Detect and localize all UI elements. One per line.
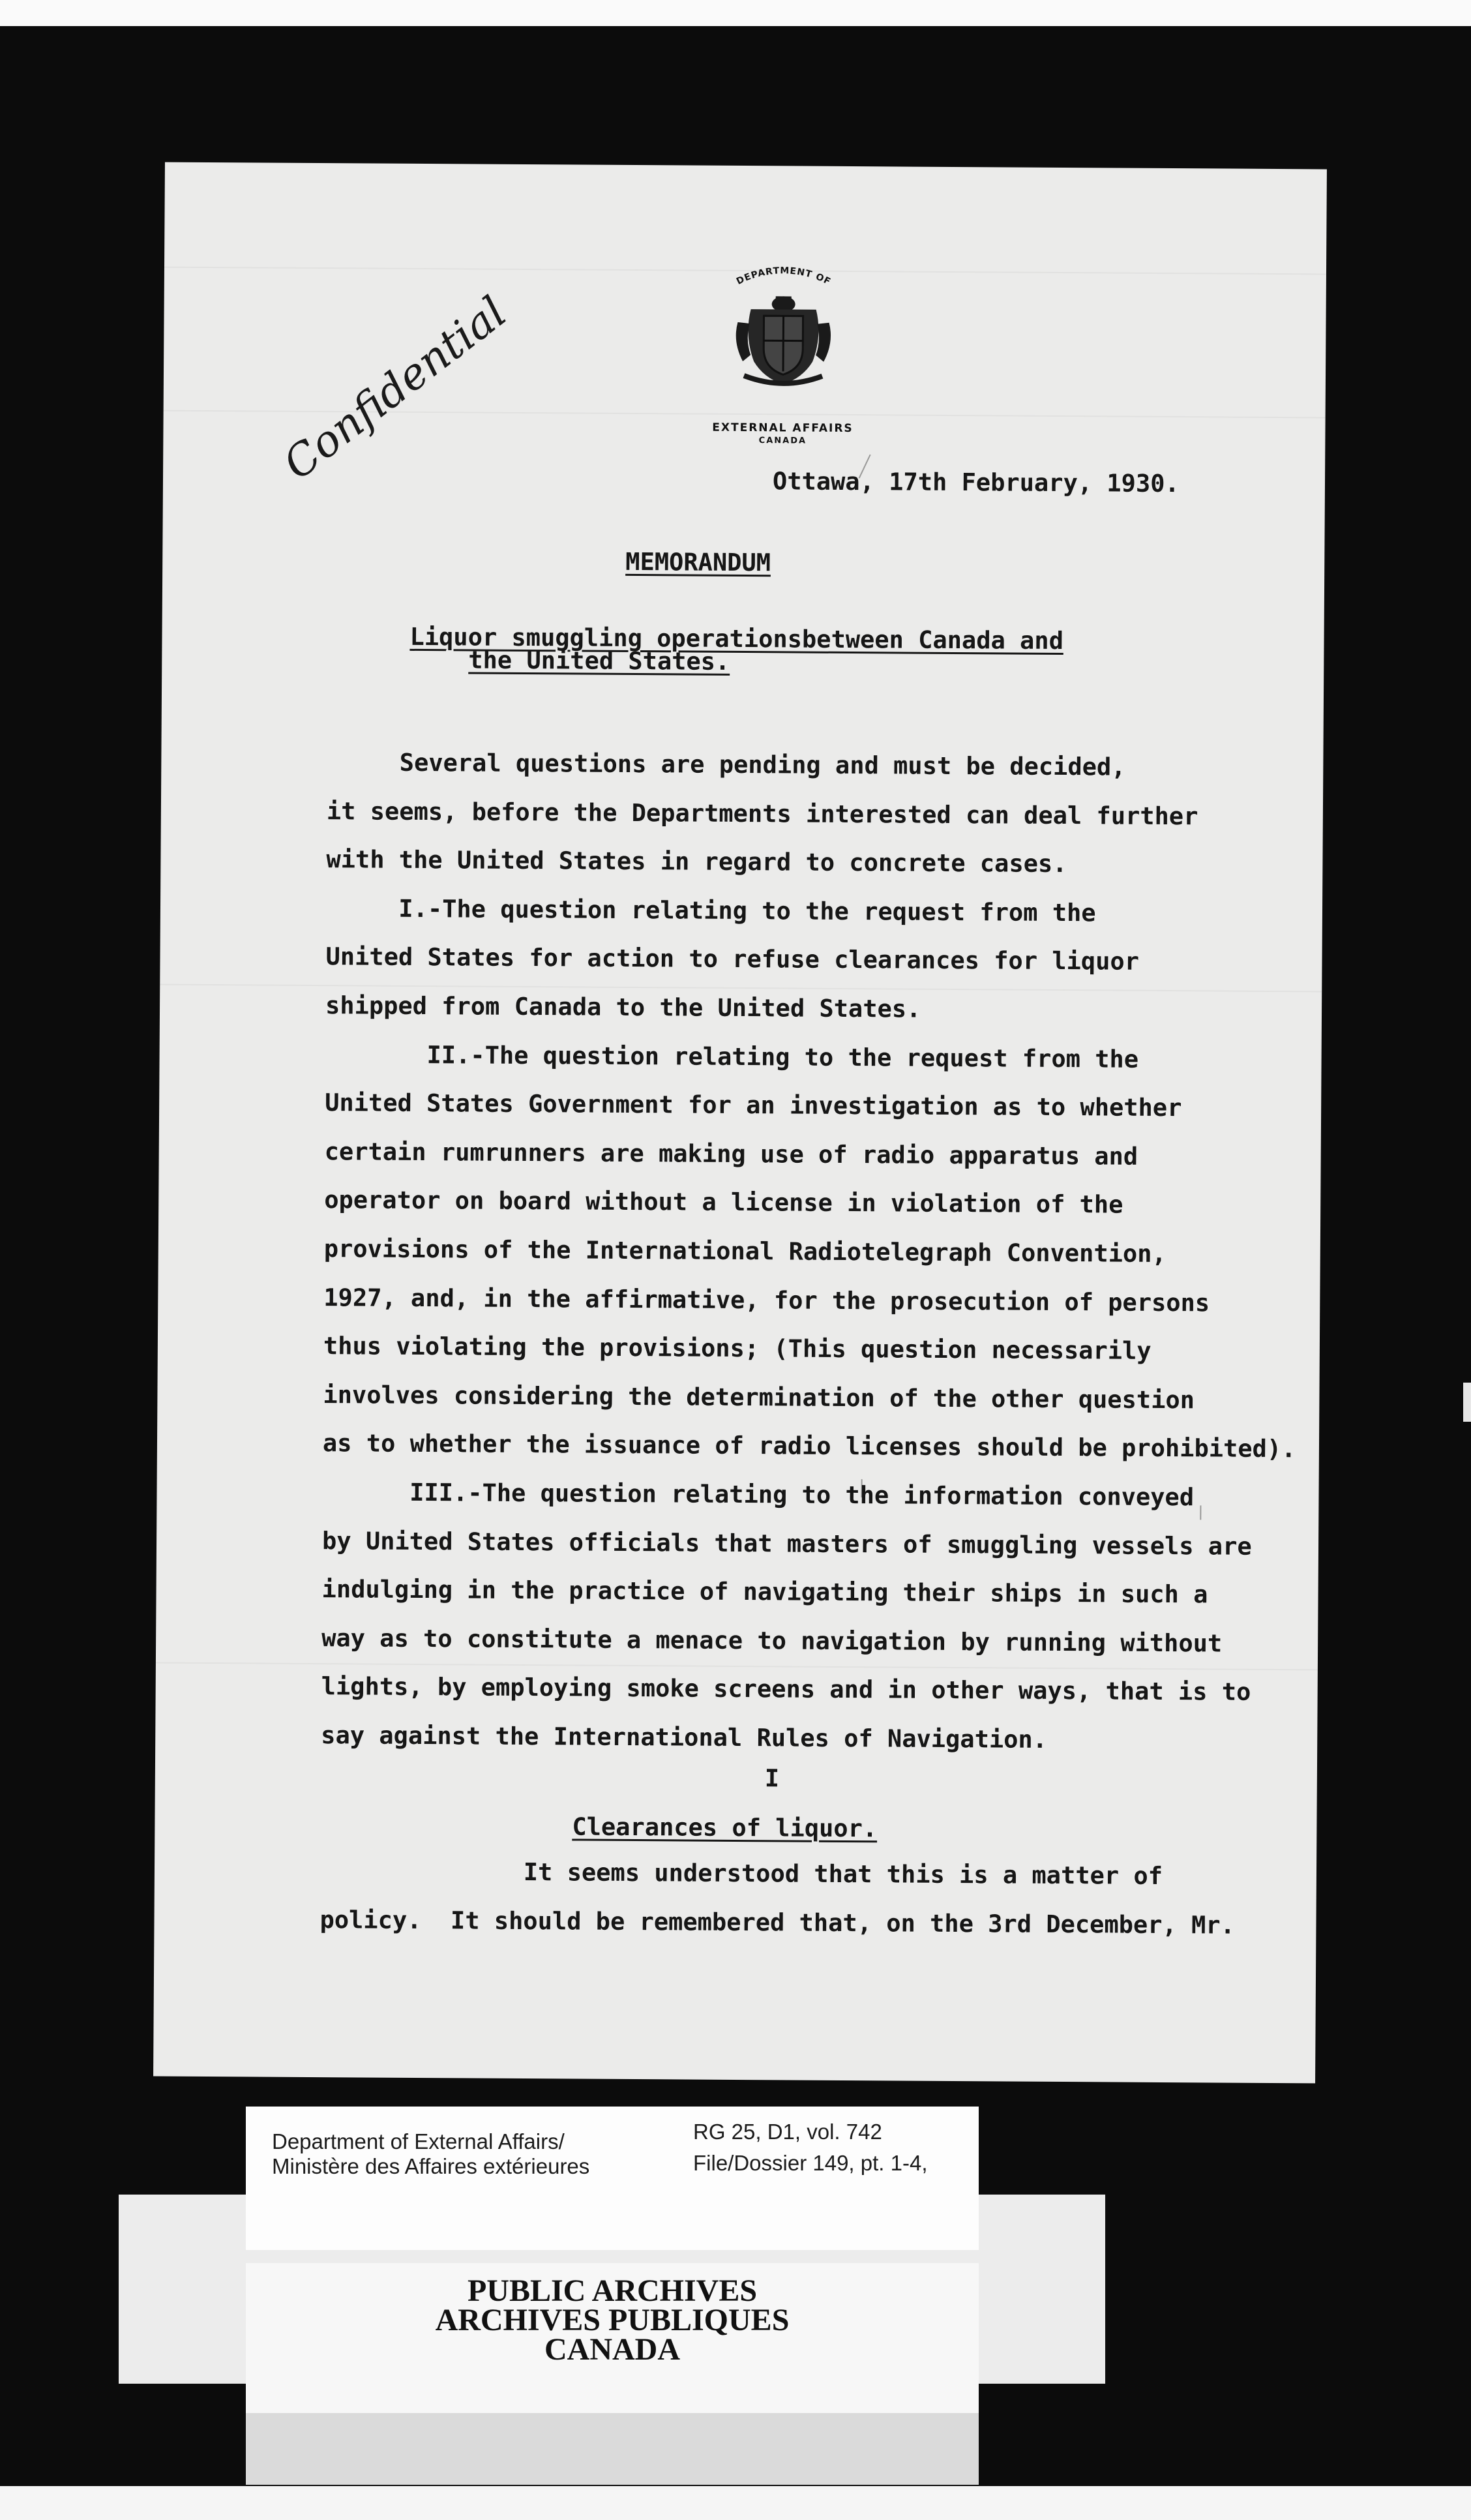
pencil-mark bbox=[861, 1479, 862, 1497]
film-edge-bottom bbox=[0, 2486, 1471, 2520]
body-line: 1927, and, in the affirmative, for the prosecution of persons bbox=[323, 1283, 1210, 1317]
body-line: by United States officials that masters of smuggling vessels are bbox=[321, 1527, 1252, 1561]
subject-line-1: Liquor smuggling operationsbetween Canada and bbox=[409, 622, 1064, 655]
section-title: Clearances of liquor. bbox=[572, 1812, 878, 1843]
body-line: as to whether the issuance of radio licenses should be prohibited). bbox=[322, 1429, 1296, 1463]
label-record-group: RG 25, D1, vol. 742 bbox=[693, 2120, 882, 2144]
body-line: indulging in the practice of navigating their ships in such a bbox=[321, 1575, 1208, 1609]
stamp-line-1: PUBLIC ARCHIVES bbox=[467, 2273, 758, 2308]
body-line: Several questions are pending and must be decided, bbox=[327, 748, 1126, 781]
body-line: way as to constitute a menace to navigation by running without bbox=[321, 1624, 1223, 1658]
stamp-line-2: ARCHIVES PUBLIQUES bbox=[435, 2303, 790, 2337]
paper-line bbox=[156, 1662, 1318, 1671]
body-line: say against the International Rules of Navigation. bbox=[321, 1721, 1048, 1754]
section-number: I bbox=[764, 1764, 780, 1793]
body-line: United States for action to refuse clearances for liquor bbox=[325, 942, 1140, 976]
body-line: shipped from Canada to the United States. bbox=[325, 991, 921, 1023]
letterhead-country: CANADA bbox=[758, 436, 807, 446]
film-edge-top bbox=[0, 0, 1471, 26]
body-line: involves considering the determination of the other question bbox=[323, 1381, 1195, 1415]
body-line: III.-The question relating to the information conveyed bbox=[322, 1478, 1195, 1512]
body-line: with the United States in regard to concrete cases. bbox=[326, 845, 1067, 878]
memorandum-page bbox=[153, 162, 1327, 2084]
memorandum-heading: MEMORANDUM bbox=[625, 547, 771, 577]
coat-of-arms-icon bbox=[672, 263, 895, 395]
body-line: operator on board without a license in violation of the bbox=[324, 1186, 1123, 1219]
date-line: Ottawa, 17th February, 1930. bbox=[772, 467, 1180, 498]
letterhead-dept-arc: DEPARTMENT OF bbox=[734, 265, 833, 288]
body-line: provisions of the International Radiotelegraph Convention, bbox=[323, 1235, 1166, 1268]
section-body-line: policy. It should be remembered that, on the 3rd December, Mr. bbox=[319, 1906, 1236, 1940]
pencil-mark bbox=[1200, 1505, 1201, 1520]
archive-base-strip bbox=[246, 2413, 979, 2485]
letterhead-department: EXTERNAL AFFAIRS bbox=[712, 421, 854, 436]
label-file-number: File/Dossier 149, pt. 1-4, bbox=[693, 2151, 928, 2175]
body-line: II.-The question relating to the request from the bbox=[325, 1040, 1139, 1073]
label-department-en: Department of External Affairs/ bbox=[272, 2129, 565, 2153]
film-edge-right bbox=[1463, 1383, 1471, 1422]
stamp-line-3: CANADA bbox=[544, 2332, 680, 2367]
letterhead-dept-name bbox=[672, 421, 893, 446]
section-body-line: It seems understood that this is a matter of bbox=[319, 1857, 1163, 1890]
subject-line-2: the United States. bbox=[468, 646, 730, 676]
body-line: I.-The question relating to the request from the bbox=[325, 894, 1096, 927]
body-line: it seems, before the Departments interested can deal further bbox=[326, 797, 1198, 831]
body-line: lights, by employing smoke screens and in other ways, that is to bbox=[321, 1672, 1251, 1706]
handwritten-confidential-note: Confidential bbox=[274, 286, 516, 490]
body-line: United States Government for an investigation as to whether bbox=[325, 1088, 1182, 1122]
body-line: thus violating the provisions; (This question necessarily bbox=[323, 1332, 1152, 1365]
label-department-fr: Ministère des Affaires extérieures bbox=[272, 2154, 590, 2178]
body-line: certain rumrunners are making use of radio apparatus and bbox=[324, 1137, 1138, 1171]
